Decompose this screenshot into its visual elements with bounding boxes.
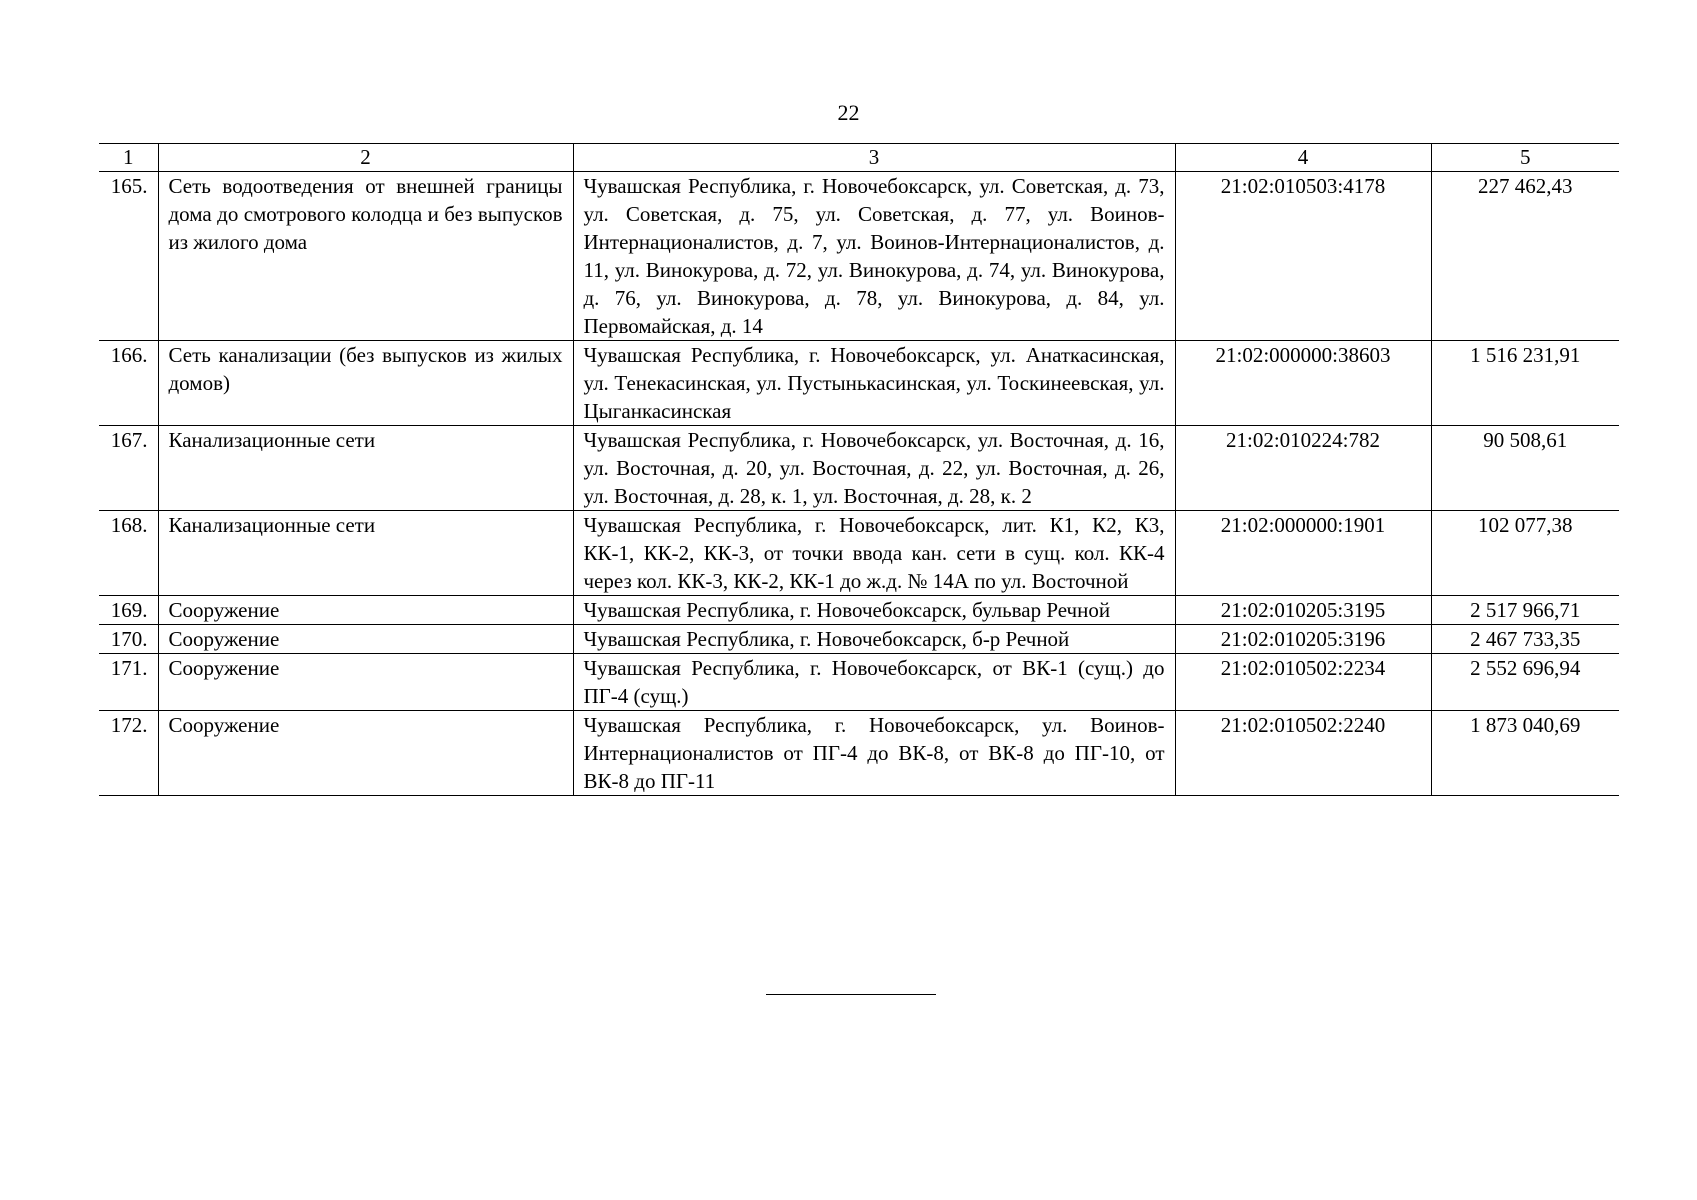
column-header-name: 2 [158, 144, 573, 172]
object-address: Чувашская Республика, г. Новочебоксарск, б-р Речной [573, 625, 1175, 654]
object-value: 227 462,43 [1431, 172, 1619, 341]
object-value: 2 517 966,71 [1431, 596, 1619, 625]
column-header-address: 3 [573, 144, 1175, 172]
row-number: 172. [99, 711, 158, 796]
object-address: Чувашская Республика, г. Новочебоксарск, ул. Советская, д. 73, ул. Советская, д. 75, ул. Советская, д. 77, ул. Воинов-Интернационалистов, д. 7, ул. Воинов-Интернационалистов, д. 11, ул. Винокурова, д. 72, ул. Винокурова, д. 74, ул. Винокурова, д. 76, ул. Винокурова, д. 78, ул. Винокурова, д. 84, ул. Первомайская, д. 14 [573, 172, 1175, 341]
row-number: 169. [99, 596, 158, 625]
cadastral-number: 21:02:010205:3195 [1175, 596, 1431, 625]
object-name: Сооружение [158, 654, 573, 711]
row-number: 171. [99, 654, 158, 711]
cadastral-number: 21:02:010224:782 [1175, 426, 1431, 511]
table-row [99, 511, 1619, 596]
row-number: 165. [99, 172, 158, 341]
cadastral-number: 21:02:000000:1901 [1175, 511, 1431, 596]
object-name: Сооружение [158, 711, 573, 796]
table-row [99, 426, 1619, 511]
object-address: Чувашская Республика, г. Новочебоксарск, от ВК-1 (сущ.) до ПГ-4 (сущ.) [573, 654, 1175, 711]
row-number: 168. [99, 511, 158, 596]
table-row [99, 172, 1619, 341]
object-name: Сеть канализации (без выпусков из жилых домов) [158, 341, 573, 426]
object-name: Канализационные сети [158, 426, 573, 511]
table-header-row [99, 144, 1619, 172]
column-header-cadastral: 4 [1175, 144, 1431, 172]
object-value: 2 467 733,35 [1431, 625, 1619, 654]
object-address: Чувашская Республика, г. Новочебоксарск, ул. Воинов-Интернационалистов от ПГ-4 до ВК-8, от ВК-8 до ПГ-10, от ВК-8 до ПГ-11 [573, 711, 1175, 796]
object-address: Чувашская Республика, г. Новочебоксарск, ул. Анаткасинская, ул. Тенекасинская, ул. Пустынькасинская, ул. Тоскинеевская, ул. Цыганкасинская [573, 341, 1175, 426]
object-value: 102 077,38 [1431, 511, 1619, 596]
column-header-number: 1 [99, 144, 158, 172]
cadastral-number: 21:02:010502:2240 [1175, 711, 1431, 796]
object-address: Чувашская Республика, г. Новочебоксарск, лит. К1, К2, К3, КК-1, КК-2, КК-3, от точки ввода кан. сети в сущ. кол. КК-4 через кол. КК-3, КК-2, КК-1 до ж.д. № 14А по ул. Восточной [573, 511, 1175, 596]
table-row [99, 625, 1619, 654]
row-number: 167. [99, 426, 158, 511]
object-address: Чувашская Республика, г. Новочебоксарск, ул. Восточная, д. 16, ул. Восточная, д. 20, ул. Восточная, д. 22, ул. Восточная, д. 26, ул. Восточная, д. 28, к. 1, ул. Восточная, д. 28, к. 2 [573, 426, 1175, 511]
object-name: Сооружение [158, 625, 573, 654]
object-value: 1 516 231,91 [1431, 341, 1619, 426]
cadastral-number: 21:02:010502:2234 [1175, 654, 1431, 711]
object-value: 1 873 040,69 [1431, 711, 1619, 796]
end-rule [766, 994, 936, 995]
table-row [99, 654, 1619, 711]
cadastral-number: 21:02:010205:3196 [1175, 625, 1431, 654]
table-row [99, 596, 1619, 625]
table-row [99, 341, 1619, 426]
object-value: 2 552 696,94 [1431, 654, 1619, 711]
cadastral-number: 21:02:010503:4178 [1175, 172, 1431, 341]
page-number: 22 [837, 100, 860, 125]
column-header-value: 5 [1431, 144, 1619, 172]
table-row [99, 711, 1619, 796]
cadastral-number: 21:02:000000:38603 [1175, 341, 1431, 426]
object-address: Чувашская Республика, г. Новочебоксарск, бульвар Речной [573, 596, 1175, 625]
row-number: 170. [99, 625, 158, 654]
object-name: Сеть водоотведения от внешней границы дома до смотрового колодца и без выпусков из жилого дома [158, 172, 573, 341]
object-name: Сооружение [158, 596, 573, 625]
object-name: Канализационные сети [158, 511, 573, 596]
property-table [99, 143, 1619, 796]
object-value: 90 508,61 [1431, 426, 1619, 511]
row-number: 166. [99, 341, 158, 426]
